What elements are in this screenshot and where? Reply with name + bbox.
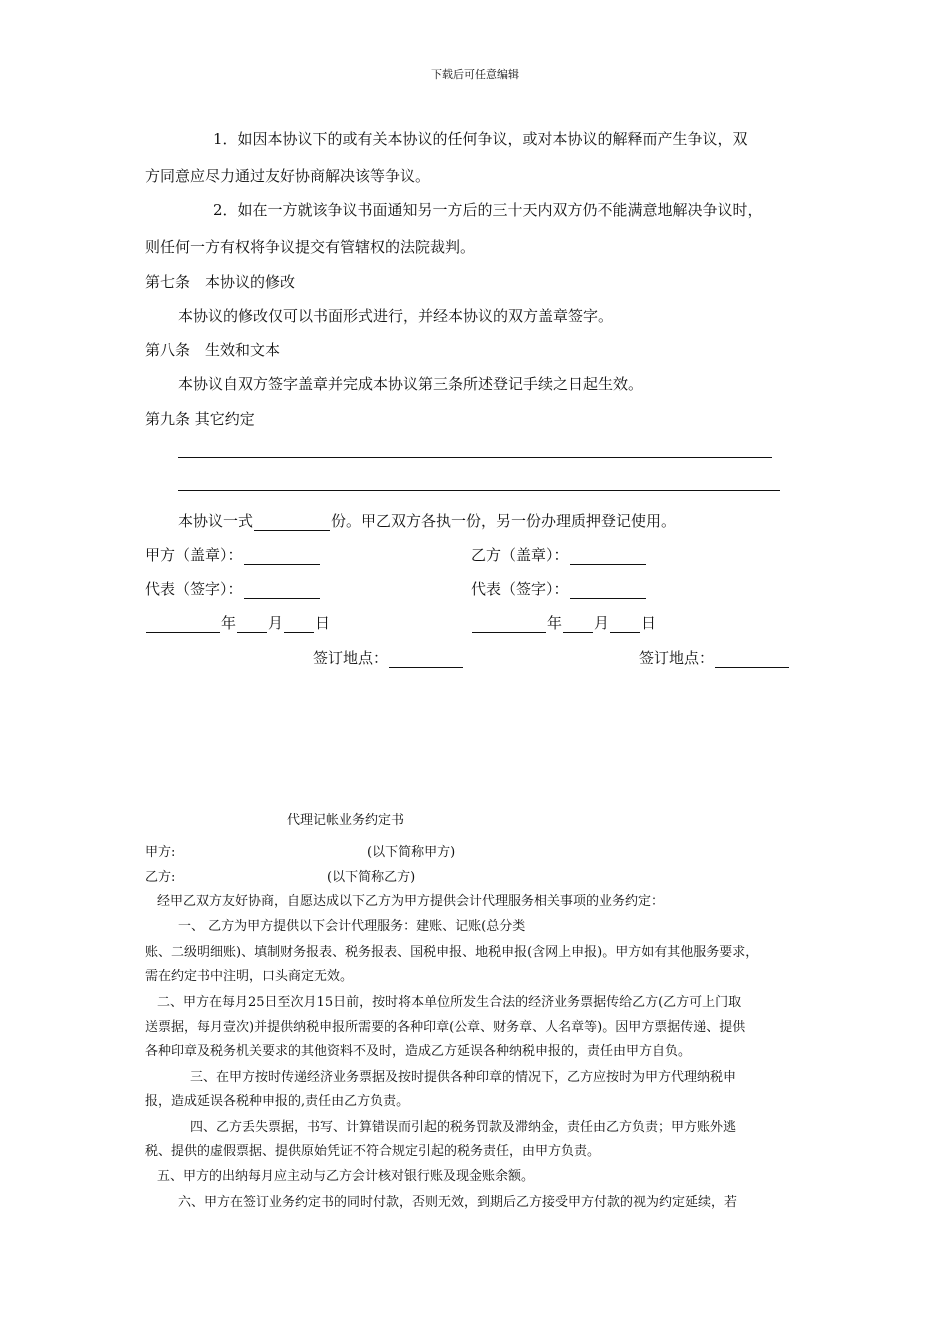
dispute-clause-1-line-1: 1．如因本协议下的或有关本协议的任何争议，或对本协议的解释而产生争议，双 — [213, 130, 748, 148]
year-label: 年 — [221, 614, 237, 632]
party-b-seal — [471, 544, 647, 565]
party-a-signing-place — [313, 647, 464, 668]
dispute-clause-2-line-1: 2．如在一方就该争议书面通知另一方后的三十天内双方仍不能满意地解决争议时， — [213, 201, 763, 219]
signing-place-blank — [389, 652, 463, 668]
party-b-label: 乙方: — [145, 870, 176, 885]
month-label: 月 — [268, 614, 284, 632]
article-7-title: 第七条 本协议的修改 — [145, 273, 296, 291]
party-a-representative — [145, 578, 321, 599]
page-header: 下载后可任意编辑 — [431, 68, 519, 81]
copies-statement — [178, 510, 676, 531]
clause-1-line-3: 需在约定书中注明，口头商定无效。 — [145, 969, 354, 984]
clause-1-line-2: 账、二级明细账)、填制财务报表、税务报表、国税申报、地税申报(含网上申报)。甲方如有其他服务要求， — [145, 945, 759, 960]
clause-4-line-2: 税、提供的虚假票据、提供原始凭证不符合规定引起的税务责任，由甲方负责。 — [145, 1144, 601, 1159]
party-b-representative — [471, 578, 647, 599]
month-blank — [237, 617, 267, 633]
party-a-seal-blank — [244, 549, 320, 565]
day-label: 日 — [315, 614, 331, 632]
day-blank — [284, 617, 314, 633]
year-blank — [146, 617, 220, 633]
month-blank — [563, 617, 593, 633]
signing-place-blank — [715, 652, 789, 668]
party-b-date — [471, 612, 656, 633]
party-a-note: (以下简称甲方) — [367, 845, 456, 860]
clause-2-line-3: 各种印章及税务机关要求的其他资料不及时，造成乙方延误各种纳税申报的，责任由甲方自负。 — [145, 1044, 692, 1059]
dispute-clause-1-line-2: 方同意应尽力通过友好协商解决该等争议。 — [145, 167, 431, 185]
party-a-seal-label: 甲方（盖章）： — [145, 546, 243, 564]
clause-1-line-1: 一、 乙方为甲方提供以下会计代理服务：建账、记账(总分类 — [178, 919, 526, 934]
clause-3-line-1: 三、在甲方按时传递经济业务票据及按时提供各种印章的情况下，乙方应按时为甲方代理纳税申 — [190, 1070, 737, 1085]
article-8-body: 本协议自双方签字盖章并完成本协议第三条所述登记手续之日起生效。 — [178, 375, 644, 393]
clause-2-line-2: 送票据，每月壹次)并提供纳税申报所需要的各种印章(公章、财务章、人名章等)。因甲方票据传递、提供 — [145, 1020, 746, 1035]
copies-prefix: 本协议一式 — [178, 512, 254, 530]
party-b-note: (以下简称乙方) — [327, 870, 416, 885]
party-b-seal-label: 乙方（盖章）： — [471, 546, 569, 564]
party-b-rep-label: 代表（签字）： — [471, 580, 569, 598]
party-b-signing-place — [639, 647, 790, 668]
day-label: 日 — [641, 614, 657, 632]
article-8-title: 第八条 生效和文本 — [145, 341, 281, 359]
party-a-date — [145, 612, 330, 633]
article-7-body: 本协议的修改仅可以书面形式进行，并经本协议的双方盖章签字。 — [178, 307, 614, 325]
year-blank — [472, 617, 546, 633]
agreement-intro: 经甲乙双方友好协商，自愿达成以下乙方为甲方提供会计代理服务相关事项的业务约定： — [157, 894, 665, 909]
signing-place-label: 签订地点： — [639, 649, 715, 667]
party-a-rep-label: 代表（签字）： — [145, 580, 243, 598]
clause-5: 五、甲方的出纳每月应主动与乙方会计核对银行账及现金账余额。 — [157, 1169, 535, 1184]
other-terms-line-2 — [178, 490, 780, 491]
agreement-title: 代理记帐业务约定书 — [287, 813, 405, 828]
clause-2-line-1: 二、甲方在每月25日至次月15日前，按时将本单位所发生合法的经济业务票据传给乙方(乙方可上门取 — [157, 995, 742, 1010]
copies-count-blank — [254, 515, 330, 531]
copies-suffix: 份。甲乙双方各执一份，另一份办理质押登记使用。 — [331, 512, 677, 530]
party-a-seal — [145, 544, 321, 565]
month-label: 月 — [594, 614, 610, 632]
party-a-rep-blank — [244, 583, 320, 599]
article-9-title: 第九条 其它约定 — [145, 410, 255, 428]
clause-4-line-1: 四、乙方丢失票据，书写、计算错误而引起的税务罚款及滞纳金，责任由乙方负责；甲方账外逃 — [190, 1120, 737, 1135]
party-b-seal-blank — [570, 549, 646, 565]
signing-place-label: 签订地点： — [313, 649, 389, 667]
day-blank — [610, 617, 640, 633]
party-a-label: 甲方: — [145, 845, 176, 860]
dispute-clause-2-line-2: 则任何一方有权将争议提交有管辖权的法院裁判。 — [145, 238, 476, 256]
clause-3-line-2: 报，造成延误各税种申报的,责任由乙方负责。 — [145, 1094, 410, 1109]
party-b-rep-blank — [570, 583, 646, 599]
clause-6-line-1: 六、甲方在签订业务约定书的同时付款，否则无效，到期后乙方接受甲方付款的视为约定延续，若 — [178, 1195, 738, 1210]
other-terms-line-1 — [178, 457, 772, 458]
year-label: 年 — [547, 614, 563, 632]
